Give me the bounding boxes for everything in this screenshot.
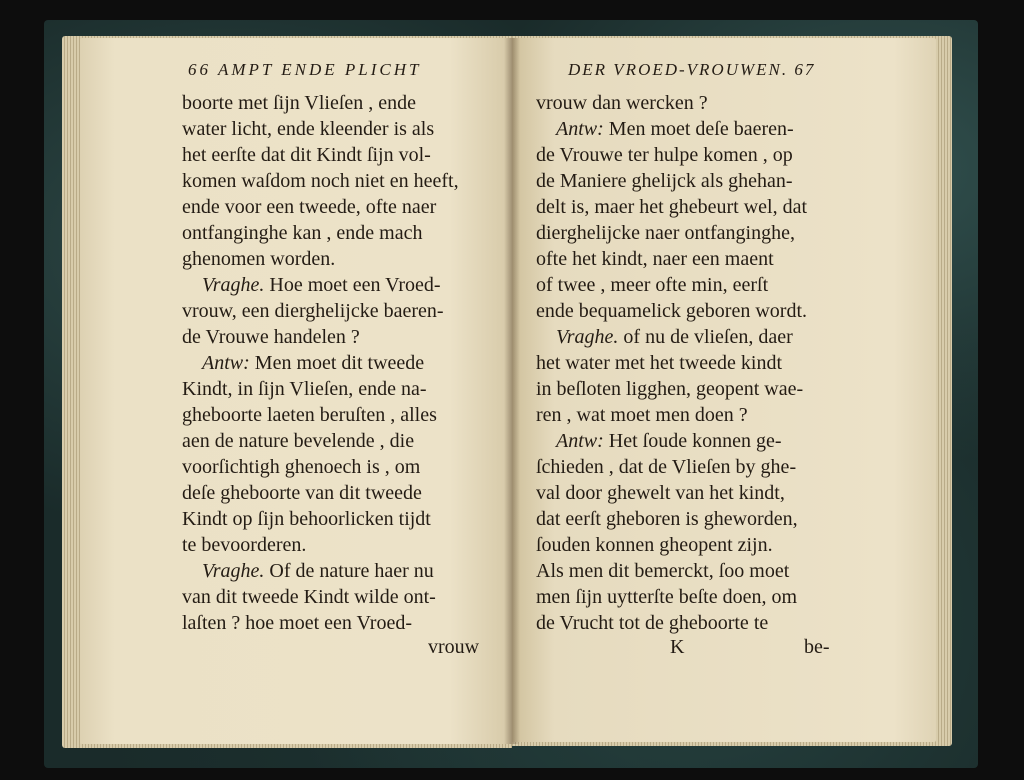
question-line: Vraghe. of nu de vlieſen, daer: [556, 326, 793, 348]
text-line: voorſichtigh ghenoech is , om: [182, 456, 421, 478]
text-line: de Vrouwe handelen ?: [182, 326, 360, 348]
text-line: laſten ? hoe moet een Vroed-: [182, 612, 412, 634]
text-line: ren , wat moet men doen ?: [536, 404, 748, 426]
text-line: dat eerſt gheboren is gheworden,: [536, 508, 798, 530]
text-line: dierghelijcke naer ontfanginghe,: [536, 222, 795, 244]
text-line: gheboorte laeten beruſten , alles: [182, 404, 437, 426]
question-line: Vraghe. Of de nature haer nu: [202, 560, 434, 582]
text-line: deſe gheboorte van dit tweede: [182, 482, 422, 504]
text-line: de Vrucht tot de gheboorte te: [536, 612, 769, 634]
text-line: delt is, maer het ghebeurt wel, dat: [536, 196, 808, 218]
text-line: aen de nature bevelende , die: [182, 430, 415, 452]
answer-line: Antw: Men moet dit tweede: [202, 352, 425, 374]
text-line: val door ghewelt van het kindt,: [536, 482, 785, 504]
text-line: de Maniere ghelijck als ghehan-: [536, 170, 793, 192]
text-line: van dit tweede Kindt wilde ont-: [182, 586, 436, 608]
text-line: Als men dit bemerckt, ſoo moet: [536, 560, 790, 582]
text-line: Kindt, in ſijn Vlieſen, ende na-: [182, 378, 427, 400]
text-line: vrouw, een dierghelijcke baeren-: [182, 300, 444, 322]
question-line: Vraghe. Hoe moet een Vroed-: [202, 274, 441, 296]
right-page: [512, 38, 936, 742]
signature-mark: K: [670, 636, 685, 658]
text-line: in beſloten ligghen, geopent wae-: [536, 378, 804, 400]
left-page-header: 66 AMPT ENDE PLICHT: [188, 60, 422, 79]
text-line: het eerſte dat dit Kindt ſijn vol-: [182, 144, 431, 166]
text-line: water licht, ende kleender is als: [182, 118, 435, 140]
text-line: ofte het kindt, naer een maent: [536, 248, 774, 270]
text-line: boorte met ſijn Vlieſen , ende: [182, 92, 417, 114]
text-line: Kindt op ſijn behoorlicken tijdt: [182, 508, 431, 530]
text-line: ſchieden , dat de Vlieſen by ghe-: [536, 456, 797, 478]
text-line: ſouden konnen gheopent zijn.: [536, 534, 773, 556]
text-line: ontfanginghe kan , ende mach: [182, 222, 423, 244]
text-line: of twee , meer ofte min, eerſt: [536, 274, 769, 296]
book-gutter: [504, 38, 520, 744]
left-page: [80, 38, 514, 744]
text-line: ghenomen worden.: [182, 248, 336, 270]
right-catchword: be-: [804, 636, 830, 658]
text-line: vrouw dan wercken ?: [536, 92, 708, 114]
text-line: ende bequamelick geboren wordt.: [536, 300, 808, 322]
left-catchword: vrouw: [428, 636, 480, 658]
answer-line: Antw: Het ſoude konnen ge-: [556, 430, 782, 452]
text-line: komen waſdom noch niet en heeft,: [182, 170, 459, 192]
text-line: te bevoorderen.: [182, 534, 307, 556]
right-page-header: DER VROED-VROUWEN. 67: [568, 60, 816, 79]
text-line: men ſijn uytterſte beſte doen, om: [536, 586, 798, 608]
text-line: ende voor een tweede, ofte naer: [182, 196, 437, 218]
answer-line: Antw: Men moet deſe baeren-: [556, 118, 794, 140]
text-line: de Vrouwe ter hulpe komen , op: [536, 144, 793, 166]
text-line: het water met het tweede kindt: [536, 352, 783, 374]
